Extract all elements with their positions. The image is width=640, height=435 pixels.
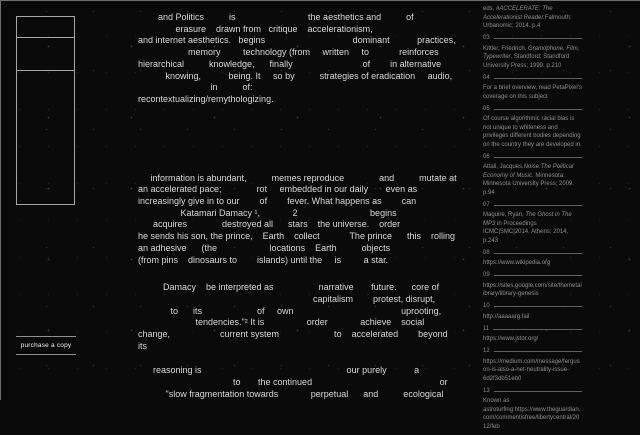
footnote-header xyxy=(483,153,582,161)
footnote xyxy=(483,105,582,149)
footnote-number: 11 xyxy=(483,325,490,332)
footnote-header xyxy=(483,35,582,43)
essay-line: an accelerated pace; rot embedded in our daily even as xyxy=(138,184,418,195)
footnote-link[interactable]: https://www.wikipedia.org xyxy=(483,260,551,266)
footnote xyxy=(483,387,582,431)
footnote xyxy=(483,272,582,299)
footnote-link[interactable]: https://www.jstor.org/ xyxy=(483,336,539,342)
page-thumbnail-2[interactable] xyxy=(17,38,74,71)
footnote-text-segment: . Minnesota: Minnesota University Press; 2009. p.94 xyxy=(483,172,575,196)
footnote-link[interactable]: https://sites.google.com/site/themetalibrary/library-genesis xyxy=(483,282,582,297)
footnote-text-segment: eds. xyxy=(483,6,497,12)
footnote-text xyxy=(483,397,582,431)
essay-line: "slow fragmentation towards perpetual and ecological xyxy=(138,388,444,399)
essay-line: Damacy be interpreted as narrative future. core of xyxy=(138,282,440,293)
footnote-rule xyxy=(493,329,582,330)
footnote-number: 07 xyxy=(483,201,490,208)
footnote-header xyxy=(483,348,582,356)
essay-line: its xyxy=(138,340,147,351)
footnote-link[interactable]: http://aaaaarg.fail xyxy=(483,313,530,320)
essay-line: information is abundant, memes reproduce and mutate at xyxy=(138,172,457,183)
footnote-text xyxy=(483,5,582,31)
essay-paragraph xyxy=(138,173,483,267)
purchase-copy-button[interactable]: purchase a copy xyxy=(16,336,76,355)
footnote-header xyxy=(483,74,582,82)
footnote-text-segment: . Standford: Standford University Press; 1999. p.210 xyxy=(483,54,570,69)
essay-text xyxy=(138,12,483,401)
footnote-text xyxy=(483,45,582,71)
footnote-text-segment: The Ghost in The MP3 xyxy=(483,212,572,227)
footnote-text-segment: Falmouth: Urbanomic; 2014. p.4 xyxy=(483,14,572,29)
footnote-number: 10 xyxy=(483,303,490,310)
essay-line: hierarchical knowledge, finally of in alternative xyxy=(138,58,442,69)
page-thumbnail-3[interactable] xyxy=(17,71,74,204)
footnote-number: 05 xyxy=(483,105,490,112)
essay-line: to its of own uprooting, xyxy=(138,305,442,316)
essay-line: acquires destroyed all stars the universe. order xyxy=(138,219,401,230)
footnote xyxy=(483,74,582,101)
footnote-header xyxy=(483,272,582,280)
essay-line: recontextualizing/remythologizing. xyxy=(138,93,274,104)
footnote-rule xyxy=(494,109,582,110)
essay-line: to the continued or xyxy=(138,377,448,388)
footnote-number: 09 xyxy=(483,272,490,279)
footnote-number: 08 xyxy=(483,249,490,256)
footnote-text-segment: Kittler, Friedrich. xyxy=(483,45,529,52)
footnote-header xyxy=(483,201,582,209)
footnote-rule xyxy=(494,391,582,392)
essay-line: memory technology (from written to reinforces xyxy=(138,47,439,58)
footnote-text-segment: in Proceedings ICMC|SMC|2014. Athens; 2014. p.243 xyxy=(483,220,569,244)
essay-line: erasure drawn from critique accelerationism, xyxy=(138,23,373,34)
essay-paragraph xyxy=(138,12,483,106)
essay-line: tendencies."² It is order achieve social xyxy=(138,317,425,328)
footnote-rule xyxy=(494,78,582,79)
footnote-text-segment: Of course algorithmic racial bias is not unique to whiteness and privileges different bodies depending on the country they are developed in. xyxy=(483,116,582,148)
essay-line: capitalism protest, disrupt, xyxy=(138,293,436,304)
footnote-rule xyxy=(494,205,582,206)
footnote-header xyxy=(483,303,582,311)
footnote-text-segment: Attali, Jacques. xyxy=(483,164,524,170)
essay-paragraph xyxy=(138,365,483,400)
essay-line: reasoning is our purely a xyxy=(138,365,420,376)
footnote-text-segment: Noise:The Political Economy of Music xyxy=(483,164,574,179)
footnote-text xyxy=(483,358,582,384)
footnote-header xyxy=(483,249,582,257)
essay-paragraph xyxy=(138,282,483,352)
footnote-text xyxy=(483,84,582,101)
essay-line: an adhesive (the locations Earth objects xyxy=(138,242,391,253)
footnote-number: 03 xyxy=(483,35,490,42)
footnote-header xyxy=(483,325,582,333)
footnote-number: 13 xyxy=(483,387,490,394)
sidebar-page-thumbnails xyxy=(16,16,75,205)
footnote-text-segment: #ACCELERATE: The Accelerationist Reader. xyxy=(483,6,553,21)
footnote xyxy=(483,153,582,197)
footnote-number: 06 xyxy=(483,153,490,160)
footnotes-column xyxy=(483,5,582,435)
essay-line: he sends his son, the prince, Earth collect The prince this rolling xyxy=(138,231,455,242)
footnote-link[interactable]: https://www.theguardian.com/commentisfree/libertycentral/2012/feb xyxy=(483,406,581,430)
footnote-text-segment: Known as astroturfing: xyxy=(483,398,515,413)
essay-line: Katamari Damacy ¹, 2 begins xyxy=(138,207,397,218)
footnote-header xyxy=(483,387,582,395)
essay-line: knowing, being. It so by strategies of eradication audio, xyxy=(138,70,453,81)
footnote xyxy=(483,201,582,245)
footnote-link[interactable]: https://medium.com/message/ferguson-is-also-a-net-neutrality-issue-6d2f3db51eb0 xyxy=(483,358,580,382)
footnote-text xyxy=(483,163,582,197)
essay-line: (from pins dinosaurs to islands) until the is a star. xyxy=(138,254,389,265)
essay-line: increasingly give in to our of fever. What happens as can xyxy=(138,196,417,207)
footnote-text xyxy=(483,259,582,268)
footnote-text xyxy=(483,282,582,299)
essay-line: in of: xyxy=(138,82,253,93)
footnote-rule xyxy=(494,38,582,39)
footnote xyxy=(483,348,582,384)
footnote xyxy=(483,303,582,322)
footnote xyxy=(483,5,582,31)
footnote-text xyxy=(483,335,582,344)
footnote-number: 04 xyxy=(483,74,490,81)
footnote-text xyxy=(483,211,582,245)
footnote-text-segment: Gramophone, Film, Typewriter xyxy=(483,45,580,60)
footnote-text xyxy=(483,313,582,322)
footnote-number: 12 xyxy=(483,348,490,355)
page-thumbnail-1[interactable] xyxy=(17,17,74,38)
footnote xyxy=(483,35,582,71)
essay-line: and internet aesthetics. begins dominant practices, xyxy=(138,35,456,46)
essay-line: change, current system to accelerated beyond xyxy=(138,329,448,340)
essay-line: and Politics is the aesthetics and of xyxy=(138,12,414,22)
footnote-rule xyxy=(494,351,582,352)
footnote-text xyxy=(483,115,582,149)
footnote-text-segment: Maguire, Ryan, xyxy=(483,212,526,218)
footnote-rule xyxy=(494,275,582,276)
footnote-rule xyxy=(494,306,582,307)
footnote-rule xyxy=(494,157,582,158)
footnote-text-segment: For a brief overview, read PetaPixel's coverage on this subject xyxy=(483,85,582,100)
footnote-header xyxy=(483,105,582,113)
footnote xyxy=(483,325,582,344)
footnote-rule xyxy=(494,253,582,254)
footnote xyxy=(483,249,582,268)
